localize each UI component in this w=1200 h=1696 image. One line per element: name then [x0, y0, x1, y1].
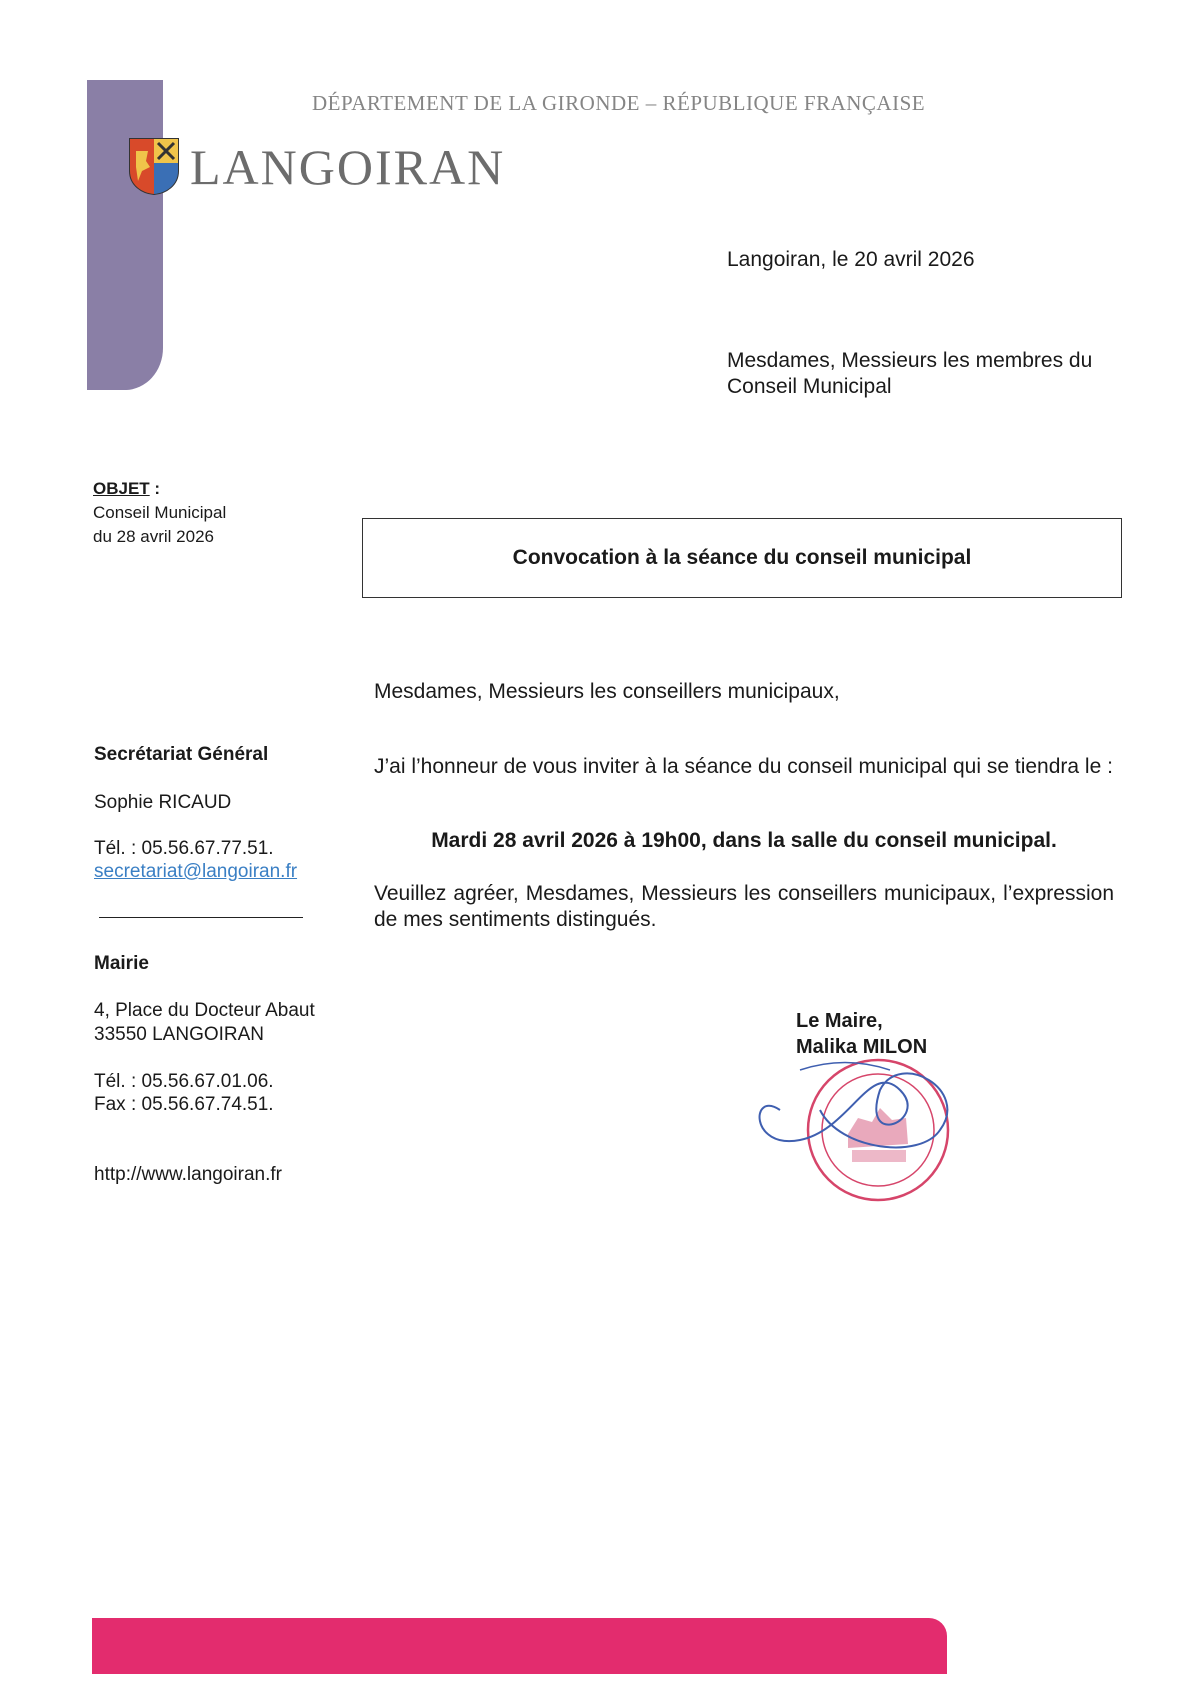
- recipient-block: [727, 348, 1092, 400]
- mairie-address-line-2: 33550 LANGOIRAN: [94, 1024, 265, 1045]
- mairie-fax: Fax : 05.56.67.74.51.: [94, 1094, 274, 1115]
- invitation-paragraph: J’ai l’honneur de vous inviter à la séance du conseil municipal qui se tiendra le :: [374, 755, 1113, 778]
- objet-label-text: OBJET: [93, 479, 150, 498]
- secretariat-email-link[interactable]: secretariat@langoiran.fr: [94, 861, 298, 882]
- objet-label-colon: :: [149, 479, 161, 498]
- subject-text: Convocation à la séance du conseil municipal: [512, 546, 972, 569]
- secretariat-name: Sophie RICAUD: [94, 792, 232, 813]
- header-band: [87, 80, 163, 390]
- objet-label: [93, 479, 160, 499]
- closing-paragraph: Veuillez agréer, Mesdames, Messieurs les conseillers municipaux, l’expression de mes sentiments distingués.: [374, 882, 1114, 931]
- meeting-details: Mardi 28 avril 2026 à 19h00, dans la salle du conseil municipal.: [431, 829, 1057, 852]
- signature-title: Le Maire,: [796, 1010, 883, 1032]
- recipient-line-2: Conseil Municipal: [727, 375, 892, 398]
- sidebar-divider: [99, 917, 303, 918]
- coat-of-arms-logo: [128, 137, 180, 195]
- mairie-title: Mairie: [94, 953, 149, 974]
- town-name: LANGOIRAN: [190, 139, 506, 195]
- salutation: Mesdames, Messieurs les conseillers municipaux,: [374, 680, 840, 703]
- mairie-phone: Tél. : 05.56.67.01.06.: [94, 1071, 274, 1092]
- objet-line-1: Conseil Municipal: [93, 503, 227, 522]
- recipient-line-1: Mesdames, Messieurs les membres du: [727, 349, 1093, 372]
- letter-date: Langoiran, le 20 avril 2026: [727, 248, 975, 271]
- objet-line-2: du 28 avril 2026: [93, 527, 214, 546]
- subject-box: [362, 518, 1122, 598]
- website-link[interactable]: http://www.langoiran.fr: [94, 1164, 282, 1185]
- secretariat-title: Secrétariat Général: [94, 744, 269, 765]
- signature-name: Malika MILON: [796, 1036, 928, 1058]
- mairie-address-line-1: 4, Place du Docteur Abaut: [94, 1000, 315, 1021]
- department-header: DÉPARTEMENT DE LA GIRONDE – RÉPUBLIQUE FRANÇAISE: [312, 91, 926, 115]
- secretariat-phone: Tél. : 05.56.67.77.51.: [94, 838, 274, 859]
- footer-band: [92, 1618, 947, 1674]
